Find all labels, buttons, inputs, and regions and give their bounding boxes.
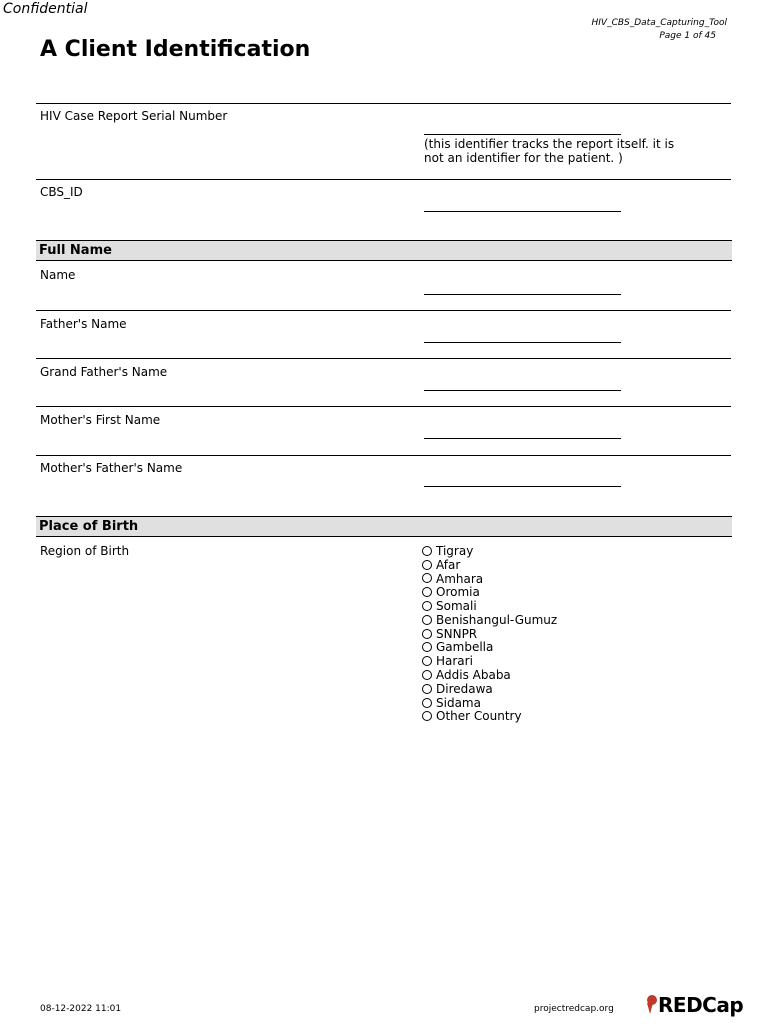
radio-icon[interactable] bbox=[422, 601, 432, 611]
mothers-fathers-name-field[interactable] bbox=[424, 486, 621, 487]
radio-option[interactable] bbox=[422, 654, 557, 668]
page-number: Page 1 of 45 bbox=[659, 31, 716, 41]
radio-option-label: Other Country bbox=[436, 709, 522, 724]
mothers-fathers-name-label: Mother's Father's Name bbox=[40, 461, 183, 475]
serial-number-field[interactable] bbox=[424, 134, 621, 135]
radio-option-label: Addis Ababa bbox=[436, 668, 511, 683]
divider bbox=[36, 455, 731, 456]
name-field[interactable] bbox=[424, 294, 621, 295]
radio-option[interactable] bbox=[422, 668, 557, 682]
radio-option[interactable] bbox=[422, 627, 557, 641]
radio-option[interactable] bbox=[422, 544, 557, 558]
radio-icon[interactable] bbox=[422, 698, 432, 708]
redcap-logo bbox=[644, 994, 743, 1016]
region-of-birth-options bbox=[422, 544, 557, 723]
region-of-birth-label: Region of Birth bbox=[40, 544, 130, 558]
cbs-id-label: CBS_ID bbox=[40, 185, 83, 199]
radio-icon[interactable] bbox=[422, 656, 432, 666]
redcap-logo-text: REDCap bbox=[658, 993, 744, 1017]
radio-option-label: Oromia bbox=[436, 585, 480, 600]
divider bbox=[36, 310, 731, 311]
radio-icon[interactable] bbox=[422, 573, 432, 583]
mothers-first-name-field[interactable] bbox=[424, 438, 621, 439]
radio-option[interactable] bbox=[422, 613, 557, 627]
confidential-label: Confidential bbox=[3, 1, 88, 17]
radio-option[interactable] bbox=[422, 585, 557, 599]
form-title: A Client Identification bbox=[40, 37, 311, 62]
radio-option[interactable] bbox=[422, 710, 557, 724]
radio-option-label: Harari bbox=[436, 654, 473, 669]
radio-option-label: Somali bbox=[436, 599, 477, 614]
redcap-cap-icon bbox=[644, 994, 658, 1016]
radio-icon[interactable] bbox=[422, 546, 432, 556]
radio-option[interactable] bbox=[422, 558, 557, 572]
radio-icon[interactable] bbox=[422, 560, 432, 570]
radio-option-label: Amhara bbox=[436, 571, 484, 586]
radio-icon[interactable] bbox=[422, 587, 432, 597]
mothers-first-name-label: Mother's First Name bbox=[40, 413, 161, 427]
radio-option[interactable] bbox=[422, 641, 557, 655]
radio-option-label: Afar bbox=[436, 557, 461, 572]
radio-icon[interactable] bbox=[422, 670, 432, 680]
radio-option-label: Sidama bbox=[436, 695, 481, 710]
fathers-name-field[interactable] bbox=[424, 342, 621, 343]
radio-option[interactable] bbox=[422, 696, 557, 710]
grandfathers-name-label: Grand Father's Name bbox=[40, 365, 168, 379]
radio-icon[interactable] bbox=[422, 615, 432, 625]
divider bbox=[36, 179, 731, 180]
radio-option-label: Diredawa bbox=[436, 681, 493, 696]
serial-number-label: HIV Case Report Serial Number bbox=[40, 109, 228, 123]
serial-number-note: (this identifier tracks the report itself. it is not an identifier for the patient. ) bbox=[424, 137, 675, 165]
divider bbox=[36, 103, 731, 104]
fathers-name-label: Father's Name bbox=[40, 317, 127, 331]
section-header-full-name: Full Name bbox=[36, 240, 732, 261]
radio-option-label: Gambella bbox=[436, 640, 494, 655]
radio-option[interactable] bbox=[422, 599, 557, 613]
footer-datetime: 08-12-2022 11:01 bbox=[40, 1004, 122, 1014]
radio-option[interactable] bbox=[422, 682, 557, 696]
radio-icon[interactable] bbox=[422, 642, 432, 652]
divider bbox=[36, 358, 731, 359]
grandfathers-name-field[interactable] bbox=[424, 390, 621, 391]
cbs-id-field[interactable] bbox=[424, 211, 621, 212]
radio-icon[interactable] bbox=[422, 684, 432, 694]
radio-option[interactable] bbox=[422, 572, 557, 586]
name-label: Name bbox=[40, 268, 76, 282]
radio-icon[interactable] bbox=[422, 629, 432, 639]
divider bbox=[36, 406, 731, 407]
radio-option-label: SNNPR bbox=[436, 626, 478, 641]
instrument-name: HIV_CBS_Data_Capturing_Tool bbox=[591, 18, 727, 28]
radio-option-label: Benishangul-Gumuz bbox=[436, 612, 558, 627]
radio-icon[interactable] bbox=[422, 711, 432, 721]
footer-site: projectredcap.org bbox=[534, 1004, 614, 1014]
cap-icon-tail bbox=[647, 1003, 653, 1014]
radio-option-label: Tigray bbox=[436, 543, 474, 558]
document-meta bbox=[591, 17, 727, 43]
section-header-place-of-birth: Place of Birth bbox=[36, 516, 732, 537]
